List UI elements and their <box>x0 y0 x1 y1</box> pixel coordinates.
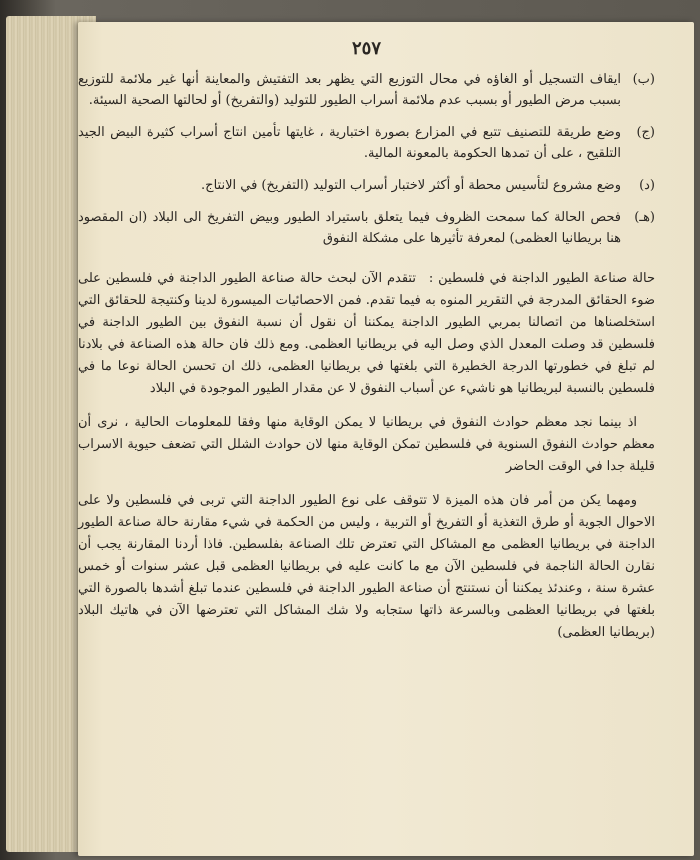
paragraph-mortality <box>78 412 655 478</box>
section-gap <box>78 260 655 268</box>
page-number: ٢٥٧ <box>351 38 381 59</box>
paragraph-text: ومهما يكن من أمر فان هذه الميزة لا تتوقف على نوع الطيور الداجنة التي تربى في فلسطين ولا على الاحوال الجوية أو طرق التغذية أو التفريخ أو التربية ، وليس من الحكمة في شيء مقارنة حالة صناعة الطيور الداجنة في بريطانيا العظمى مع المشاكل التي تعترض تلك الصناعة بفلسطين. فاذا أردنا المقارنة يجب أن نقارن الحالة الناجمة في فلسطين الآن مع ما كانت عليه في بريطانيا العظمى قبل عشر سنوات أو خمس عشرة سنة ، وعندئذ يمكننا أن نستنتج أن صناعة الطيور الداجنة في فلسطين عندما تبلغ أشدها بالصورة التي بلغتها في بريطانيا العظمى وبالسرعة ذاتها ستجابه ولا شك المشاكل التي تعترضها الآن في هاتيك البلاد (بريطانيا العظمى) <box>78 493 655 640</box>
page-content <box>78 38 655 656</box>
paragraph-comparison <box>78 490 655 644</box>
paragraph-poultry-status <box>78 268 655 400</box>
paragraph-text: اذ بينما نجد معظم حوادث النفوق في بريطانيا لا يمكن الوقاية منها وفقا للمعلومات الحالية ، نرى أن معظم حوادث النفوق السنوية في فلسطين تمكن الوقاية منها لان حوادث الشلل التي تضعف حيوية الاسراب قليلة جدا في الوقت الحاضر <box>78 415 655 474</box>
list-item-text: وضع مشروع لتأسيس محطة أو أكثر لاختبار أسراب التوليد (التفريخ) في الانتاج. <box>201 178 621 193</box>
list-item <box>78 175 655 196</box>
list-item-text: فحص الحالة كما سمحت الظروف فيما يتعلق باستيراد الطيور وبيض التفريخ الى البلاد (ان المقصود هنا بريطانيا العظمى) لمعرفة تأثيرها على مشكلة النفوق <box>78 210 621 246</box>
paragraph-text: تتقدم الآن لبحث حالة صناعة الطيور الداجنة في فلسطين على ضوء الحقائق المدرجة في التقرير المنوه به فيما تقدم. فمن الاحصائيات الميسورة لدينا وكنتيجة للحقائق التي استخلصناها من اتصالنا بمربي الطيور الداجنة يمكننا أن نقول أن نسبة النفوق بين الطيور الداجنة في فلسطين قد وصلت المعدل الذي وصل اليه في بريطانيا العظمى. ومع ذلك فان حالة هذه الصناعة في بلادنا لم تبلغ في خطورتها الدرجة الخطيرة التي بلغتها في بريطانيا العظمى، ذلك ان تحسن الحالة نوعا ما في فلسطين بالنسبة لبريطانيا هو ناشيء عن أسباب النفوق لا عن مقدار الطيور الموجودة في البلاد <box>78 271 655 396</box>
list-item-marker: (هـ) <box>634 210 655 225</box>
list-item <box>78 69 655 111</box>
list-item-text: وضع طريقة للتصنيف تتبع في المزارع بصورة اختبارية ، غايتها تأمين انتاج أسراب كثيرة البيض الجيد التلقيح ، على أن تمدها الحكومة بالمعونة المالية. <box>78 125 621 161</box>
list-item-marker: (ب) <box>632 72 655 87</box>
list-item-text: ايقاف التسجيل أو الغاؤه في محال التوزيع التي يظهر بعد التفتيش والمعاينة أنها غير ملائمة للتوزيع بسبب مرض الطيور أو بسبب عدم ملائمة أسراب الطيور للتوليد (والتفريخ) أو لحالتها الصحية السيئة. <box>78 72 621 108</box>
list-item <box>78 122 655 164</box>
list-item-marker: (د) <box>639 178 655 193</box>
paragraph-heading: حالة صناعة الطيور الداجنة في فلسطين : <box>428 271 655 286</box>
list-item <box>78 207 655 249</box>
list-item-marker: (ج) <box>636 125 655 140</box>
